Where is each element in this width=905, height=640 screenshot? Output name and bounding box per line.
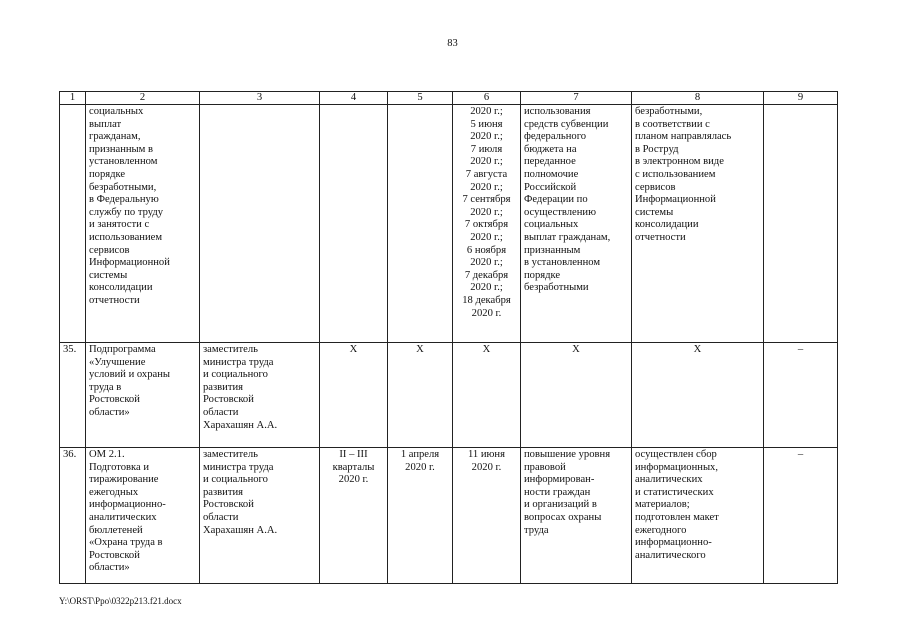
row-number-cell: 36. (60, 448, 86, 584)
start-date-cell: Х (388, 343, 453, 448)
start-date-cell: 1 апреля 2020 г. (388, 448, 453, 584)
responsible-cell: заместитель министра труда и социального развития Ростовской области Харахашян А.А. (200, 448, 320, 584)
notes-cell: – (764, 448, 838, 584)
expected-result-cell: использования средств субвенции федерального бюджета на переданное полномочие Российской Федерации по осуществлению социальных выплат гражданам, признанным в установленном порядке безработными (521, 105, 632, 343)
header-cell: 4 (320, 92, 388, 105)
plan-table (59, 91, 838, 584)
header-cell: 5 (388, 92, 453, 105)
planned-period-cell (320, 105, 388, 343)
actual-result-cell: осуществлен сбор информационных, аналитических и статистических материалов; подготовлен макет ежегодного информационно- аналитического (632, 448, 764, 584)
page-number: 83 (447, 38, 458, 49)
notes-cell (764, 105, 838, 343)
header-cell: 6 (453, 92, 521, 105)
actual-result-cell: безработными, в соответствии с планом направлялась в Роструд в электронном виде с использованием сервисов Информационной системы консолидации отчетности (632, 105, 764, 343)
header-cell: 3 (200, 92, 320, 105)
header-cell: 9 (764, 92, 838, 105)
activity-name-cell: ОМ 2.1. Подготовка и тиражирование ежегодных информационно- аналитических бюллетеней «Охрана труда в Ростовской области» (86, 448, 200, 584)
file-path-footer: Y:\ORST\Ppo\0322p213.f21.docx (59, 596, 182, 606)
responsible-cell: заместитель министра труда и социального развития Ростовской области Харахашян А.А. (200, 343, 320, 448)
end-date-cell: 11 июня 2020 г. (453, 448, 521, 584)
header-cell: 2 (86, 92, 200, 105)
table-row (60, 343, 838, 448)
table-row (60, 448, 838, 584)
start-date-cell (388, 105, 453, 343)
expected-result-cell: Х (521, 343, 632, 448)
actual-result-cell: Х (632, 343, 764, 448)
table-row (60, 105, 838, 343)
table-header-row (60, 92, 838, 105)
header-cell: 7 (521, 92, 632, 105)
responsible-cell (200, 105, 320, 343)
end-date-cell: Х (453, 343, 521, 448)
planned-period-cell: Х (320, 343, 388, 448)
end-date-cell: 2020 г.; 5 июня 2020 г.; 7 июля 2020 г.; 7 августа 2020 г.; 7 сентября 2020 г.; 7 октября 2020 г.; 6 ноября 2020 г.; 7 декабря 2020 г.; 18 декабря 2020 г. (453, 105, 521, 343)
activity-name-cell: социальных выплат гражданам, признанным в установленном порядке безработными, в Федеральную службу по труду и занятости с использованием сервисов Информационной системы консолидации отчетности (86, 105, 200, 343)
row-number-cell: 35. (60, 343, 86, 448)
row-number-cell (60, 105, 86, 343)
planned-period-cell: II – III кварталы 2020 г. (320, 448, 388, 584)
notes-cell: – (764, 343, 838, 448)
header-cell: 1 (60, 92, 86, 105)
header-cell: 8 (632, 92, 764, 105)
activity-name-cell: Подпрограмма «Улучшение условий и охраны труда в Ростовской области» (86, 343, 200, 448)
expected-result-cell: повышение уровня правовой информирован- ности граждан и организаций в вопросах охраны труда (521, 448, 632, 584)
